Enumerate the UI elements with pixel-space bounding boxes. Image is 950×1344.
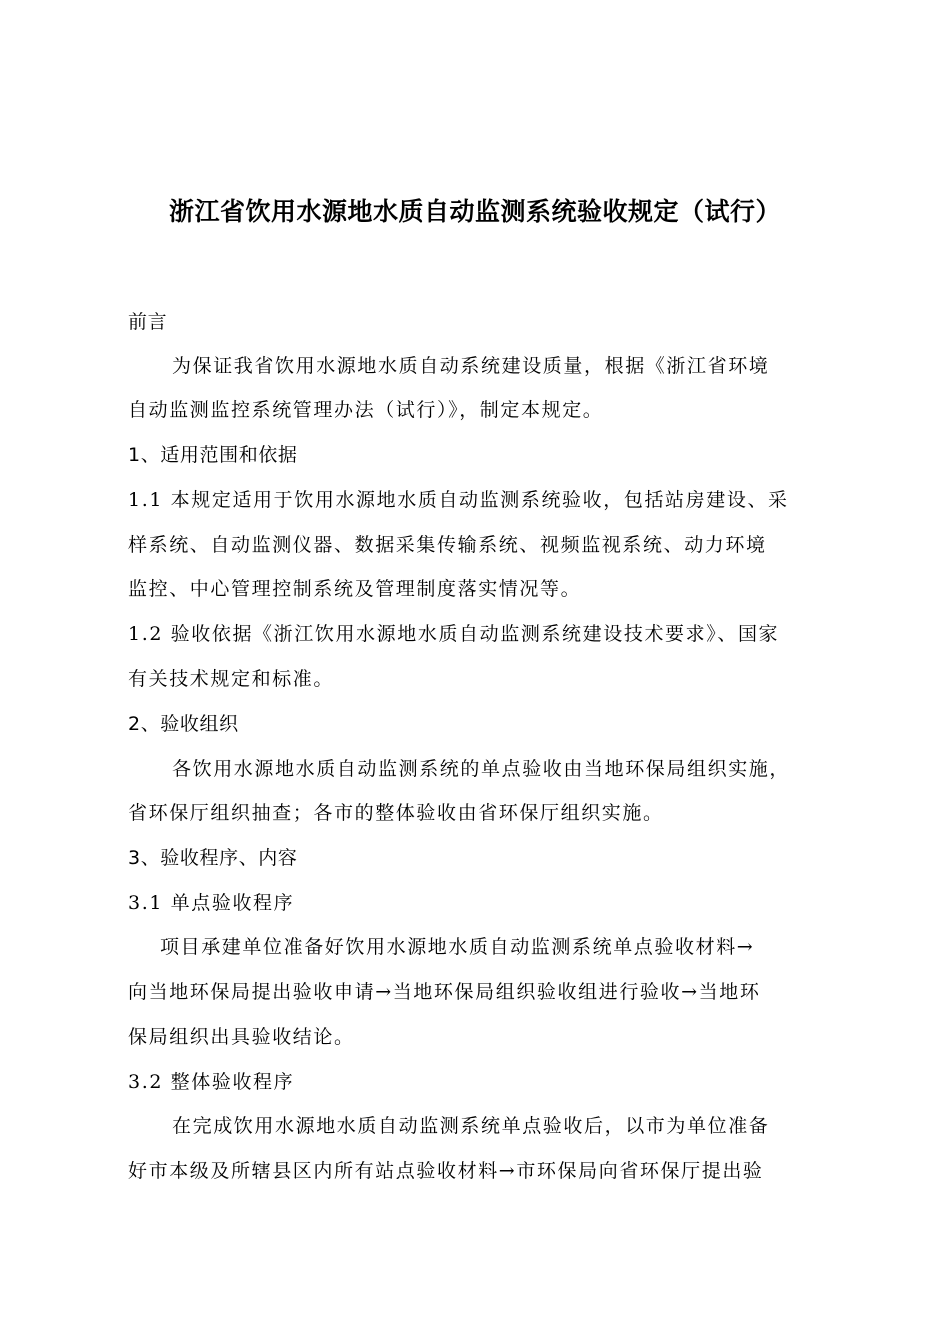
preface-paragraph-line-1: 为保证我省饮用水源地水质自动系统建设质量，根据《浙江省环境: [172, 355, 770, 377]
section-heading-3: 3、验收程序、内容: [128, 847, 298, 869]
clause-1-2-line-2: 有关技术规定和标准。: [128, 668, 335, 690]
section-heading-preface: 前言: [128, 311, 168, 333]
preface-paragraph-line-2: 自动监测监控系统管理办法（试行）》，制定本规定。: [128, 399, 604, 421]
section-heading-1: 1、适用范围和依据: [128, 444, 298, 466]
section-2-paragraph-line-2: 省环保厅组织抽查；各市的整体验收由省环保厅组织实施。: [128, 802, 664, 824]
subsection-heading-3-1: 3.1 单点验收程序: [128, 892, 295, 914]
clause-3-1-line-3: 保局组织出具验收结论。: [128, 1026, 355, 1048]
clause-3-2-line-2: 好市本级及所辖县区内所有站点验收材料→市环保局向省环保厅提出验: [128, 1160, 764, 1182]
subsection-heading-3-2: 3.2 整体验收程序: [128, 1071, 295, 1093]
clause-1-1-line-3: 监控、中心管理控制系统及管理制度落实情况等。: [128, 578, 582, 600]
clause-1-2-line-1: 1.2 验收依据《浙江饮用水源地水质自动监测系统建设技术要求》、国家: [128, 623, 780, 645]
clause-1-1-line-2: 样系统、自动监测仪器、数据采集传输系统、视频监视系统、动力环境: [128, 534, 767, 556]
clause-1-1-line-1: 1.1 本规定适用于饮用水源地水质自动监测系统验收，包括站房建设、采: [128, 489, 789, 511]
clause-3-2-line-1: 在完成饮用水源地水质自动监测系统单点验收后，以市为单位准备: [172, 1115, 770, 1137]
document-title: 浙江省饮用水源地水质自动监测系统验收规定（试行）: [168, 197, 781, 226]
clause-3-1-line-2: 向当地环保局提出验收申请→当地环保局组织验收组进行验收→当地环: [128, 981, 761, 1003]
section-2-paragraph-line-1: 各饮用水源地水质自动监测系统的单点验收由当地环保局组织实施，: [172, 758, 791, 780]
clause-3-1-line-1: 项目承建单位准备好饮用水源地水质自动监测系统单点验收材料→: [160, 936, 755, 958]
section-heading-2: 2、验收组织: [128, 713, 239, 735]
